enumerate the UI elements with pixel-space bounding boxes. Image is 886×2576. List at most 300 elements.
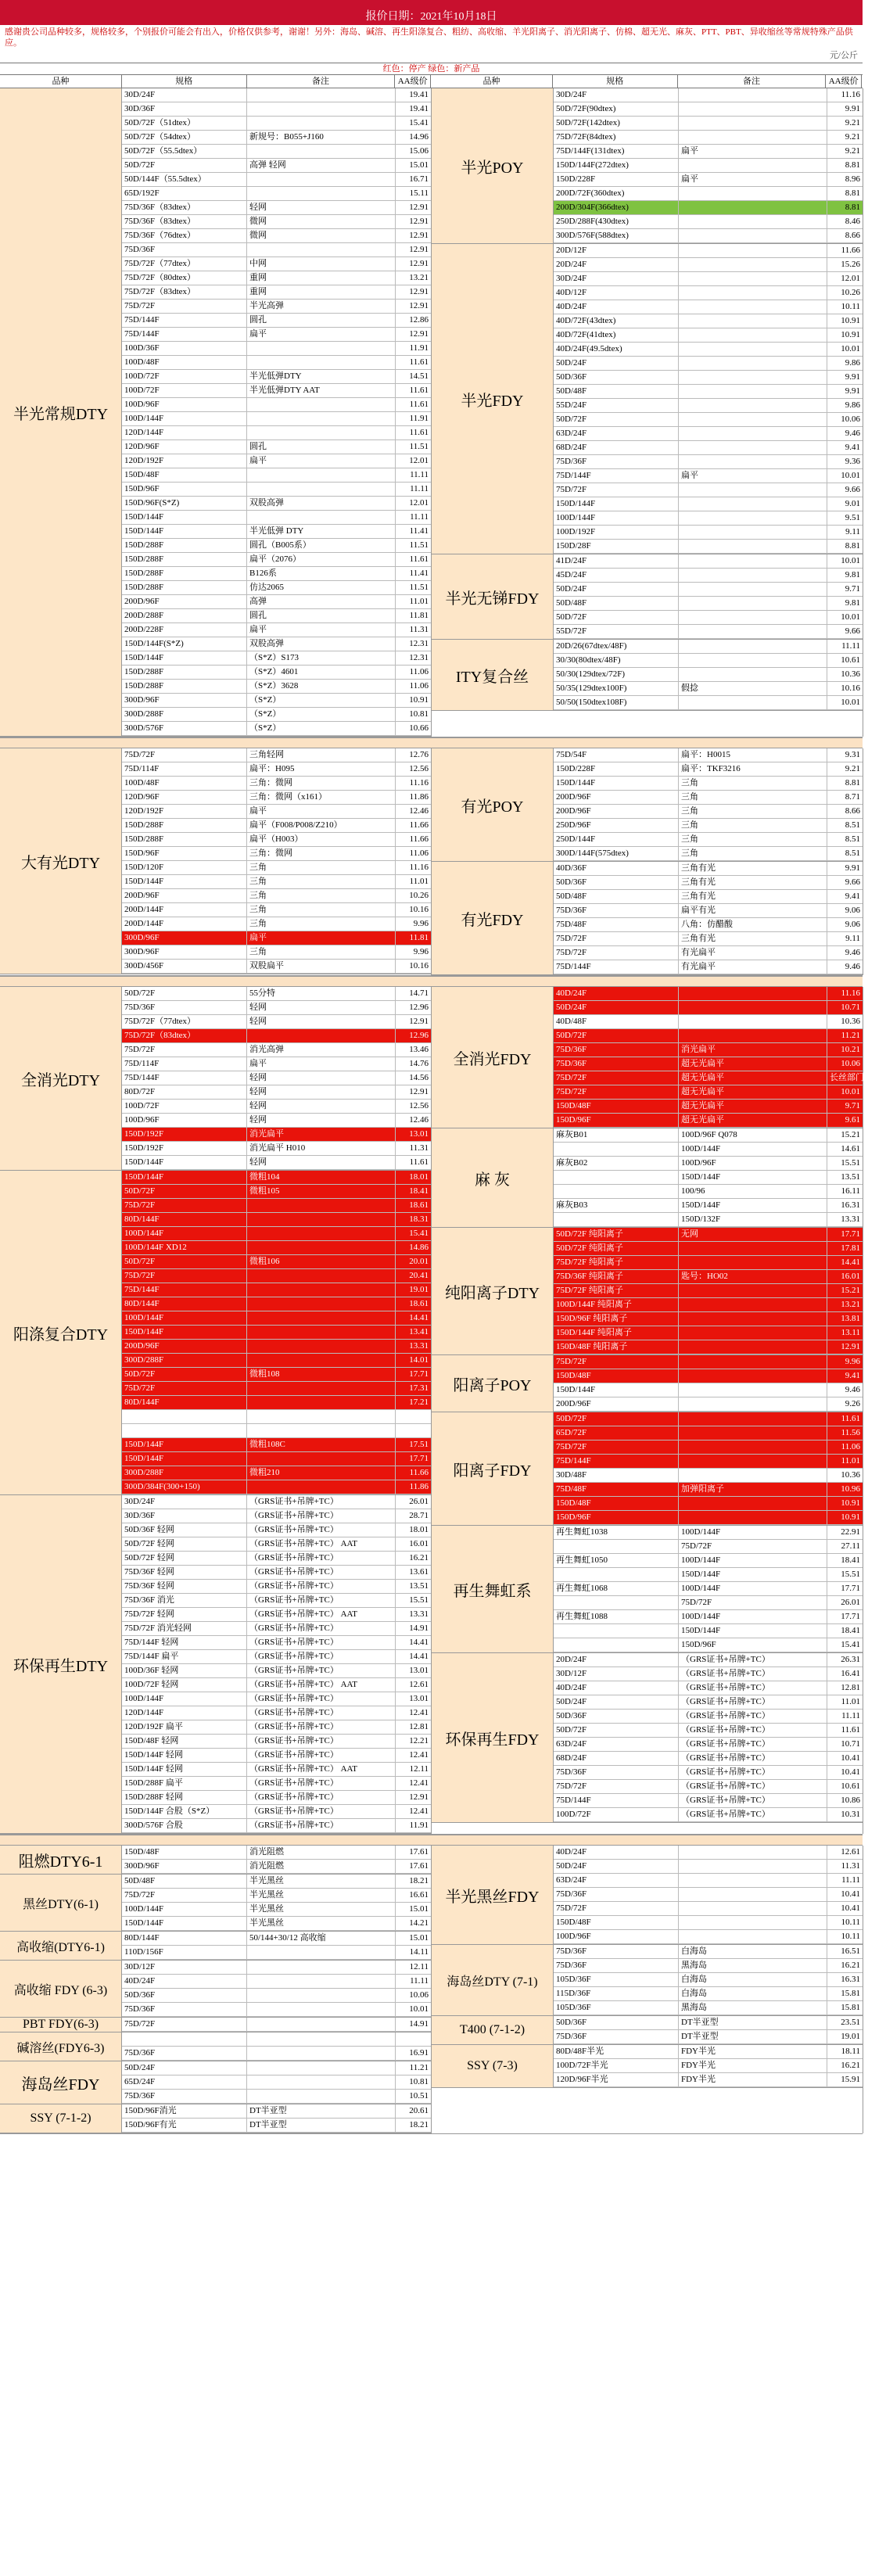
price-cell: 15.21 — [841, 1130, 860, 1139]
spec-cell: 120D/96F — [122, 791, 247, 804]
price-cell: 11.66 — [841, 246, 860, 255]
spec-cell: 63D/24F — [554, 1874, 679, 1887]
price-cell: 10.06 — [409, 1990, 429, 2000]
table-row — [554, 2030, 863, 2044]
spec-cell: 150D/96F消光 — [122, 2104, 247, 2118]
table-row — [122, 356, 431, 370]
spec-cell: 63D/24F — [554, 427, 679, 440]
table-row — [554, 469, 863, 483]
table-row — [554, 1270, 863, 1284]
table-row — [122, 173, 431, 187]
note-cell: 八角：仿醋酸 — [679, 918, 827, 931]
note-cell — [679, 201, 827, 214]
spec-cell: 40D/36F — [554, 862, 679, 875]
price-cell: 10.01 — [841, 556, 860, 565]
table-row — [122, 722, 431, 736]
note-cell: 三角 — [679, 791, 827, 804]
product-group — [432, 640, 863, 711]
note-cell — [247, 1975, 396, 1988]
note-cell — [679, 441, 827, 454]
table-row — [122, 454, 431, 468]
price-cell: 13.01 — [409, 1129, 429, 1139]
spec-cell: 50D/24F — [554, 1695, 679, 1709]
price-cell: 9.51 — [845, 513, 860, 522]
product-name: 纯阳离子DTY — [432, 1228, 554, 1354]
spec-cell: 150D/228F — [554, 173, 679, 186]
price-cell: 11.16 — [841, 90, 860, 99]
note-cell: （GRS证书+吊牌+TC） — [679, 1667, 827, 1681]
table-row — [122, 300, 431, 314]
price-cell: 8.81 — [845, 778, 860, 788]
table-row — [554, 1340, 863, 1354]
spec-cell: 150D/96F有光 — [122, 2119, 247, 2132]
table-row — [122, 651, 431, 666]
table-row — [122, 1283, 431, 1297]
price-cell: 26.01 — [409, 1497, 429, 1506]
price-cell: 16.11 — [841, 1186, 860, 1196]
note-cell: （GRS证书+吊牌+TC） — [679, 1710, 827, 1723]
note-cell: DT半亚型 — [679, 2016, 827, 2029]
note-cell: DT半亚型 — [247, 2104, 396, 2118]
note-cell: 100/96 — [679, 1185, 827, 1198]
table-row — [122, 1480, 431, 1494]
table-row — [554, 805, 863, 819]
note-cell: （S*Z）4601 — [247, 666, 396, 679]
table-row — [554, 1511, 863, 1525]
spec-cell: 50D/36F — [554, 1710, 679, 1723]
price-cell: 16.51 — [841, 1946, 860, 1956]
note-cell — [247, 1297, 396, 1311]
price-cell: 10.51 — [409, 2091, 429, 2101]
note-cell — [247, 88, 396, 102]
table-row — [122, 1819, 431, 1833]
spec-cell: 100D/72F半光 — [554, 2059, 679, 2072]
spec-cell: 41D/24F — [554, 554, 679, 568]
table-row — [122, 1622, 431, 1636]
note-cell: 三角有光 — [679, 890, 827, 903]
table-row — [554, 1001, 863, 1015]
price-cell: 15.51 — [409, 1595, 429, 1605]
spec-cell: 75D/72F — [554, 1085, 679, 1099]
table-row — [122, 1860, 431, 1874]
price-cell: 11.56 — [841, 1428, 860, 1437]
price-cell: 9.06 — [845, 920, 860, 929]
price-cell: 12.91 — [841, 1342, 860, 1351]
note-cell — [679, 1455, 827, 1468]
spec-cell: 75D/36F（83dtex） — [122, 215, 247, 228]
price-cell: 9.96 — [413, 919, 429, 928]
table-row — [554, 1582, 863, 1596]
price-cell: 14.91 — [409, 1623, 429, 1633]
spec-cell: 75D/36F — [122, 2047, 247, 2060]
table-row — [554, 1987, 863, 2001]
table-row — [122, 903, 431, 917]
spec-cell: 75D/144F — [554, 469, 679, 483]
spec-cell: 再生舞虹1038 — [554, 1526, 679, 1539]
spec-cell: 150D/96F — [122, 847, 247, 860]
price-cell: 12.41 — [409, 1750, 429, 1760]
spec-cell: 50D/72F 纯阳离子 — [554, 1242, 679, 1255]
table-row — [122, 1199, 431, 1213]
spec-cell: 150D/144F — [122, 875, 247, 888]
price-cell: 14.11 — [409, 1947, 429, 1957]
price-cell: 11.66 — [409, 1468, 429, 1477]
note-cell: 双股高弹 — [247, 497, 396, 510]
table-row — [554, 201, 863, 215]
spec-cell: 30D/24F — [554, 88, 679, 102]
product-rows — [554, 1412, 863, 1525]
product-rows — [554, 554, 863, 639]
spec-cell: 75D/36F — [122, 1001, 247, 1014]
spec-cell: 50D/72F — [122, 159, 247, 172]
table-row — [554, 1624, 863, 1638]
note-cell: 100D/144F — [679, 1582, 827, 1595]
table-row — [122, 1128, 431, 1142]
table-row — [122, 1114, 431, 1128]
spec-cell: 150D/144F — [554, 777, 679, 790]
table-row — [122, 1382, 431, 1396]
price-cell: 9.46 — [845, 962, 860, 971]
note-cell: 三角：微网 — [247, 777, 396, 790]
spec-cell: 63D/24F — [554, 1738, 679, 1751]
product-rows — [554, 1355, 863, 1412]
table-row — [554, 1780, 863, 1794]
note-cell: 三角 — [247, 889, 396, 902]
spec-cell: 150D/228F — [554, 762, 679, 776]
note-cell: 扁平（H003） — [247, 833, 396, 846]
price-cell: 15.21 — [841, 1286, 860, 1295]
spec-cell: 50/35(129dtex100F) — [554, 682, 679, 695]
spec-cell: 75D/144F — [122, 314, 247, 327]
spec-cell: 120D/192F — [122, 454, 247, 468]
table-row — [122, 861, 431, 875]
product-rows — [554, 1653, 863, 1822]
product-group — [432, 1653, 863, 1823]
spec-cell: 50D/72F — [122, 1185, 247, 1198]
spec-cell: 75D/144F — [554, 1455, 679, 1468]
price-cell: 10.01 — [841, 344, 860, 353]
table-row — [122, 847, 431, 861]
note-cell — [679, 987, 827, 1000]
spec-cell: 150D/96F — [122, 483, 247, 496]
spec-cell: 150D/48F — [122, 1846, 247, 1859]
note-cell — [679, 1312, 827, 1326]
table-row — [554, 1945, 863, 1959]
price-cell: 11.91 — [409, 414, 429, 423]
price-cell: 11.61 — [841, 1725, 860, 1735]
table-row — [122, 2104, 431, 2119]
price-section — [0, 1846, 863, 2134]
table-row — [122, 1368, 431, 1382]
table-row — [122, 1509, 431, 1523]
table-row — [122, 553, 431, 567]
price-column-right — [432, 748, 863, 975]
note-cell — [247, 468, 396, 482]
note-cell: FDY半光 — [679, 2073, 827, 2086]
note-cell — [247, 1340, 396, 1353]
note-cell: 圆孔（B005系） — [247, 539, 396, 552]
note-cell: （S*Z） — [247, 694, 396, 707]
note-cell: （GRS证书+吊牌+TC） — [679, 1653, 827, 1667]
price-cell: 18.41 — [841, 1555, 860, 1565]
price-cell: 12.96 — [409, 1031, 429, 1040]
product-rows — [554, 1526, 863, 1652]
table-row — [122, 1185, 431, 1199]
price-cell: 12.01 — [409, 498, 429, 508]
table-row — [554, 1114, 863, 1128]
table-row — [122, 2003, 431, 2017]
table-row — [554, 1695, 863, 1710]
spec-cell: 30D/24F — [122, 88, 247, 102]
table-row — [122, 1650, 431, 1664]
note-cell: 微粗108 — [247, 1368, 396, 1381]
note-cell — [247, 342, 396, 355]
note-cell: 75D/72F — [679, 1540, 827, 1553]
table-row — [122, 1735, 431, 1749]
spec-cell: 75D/72F 纯阳离子 — [554, 1256, 679, 1269]
price-cell: 18.21 — [409, 2120, 429, 2129]
note-cell — [679, 1426, 827, 1440]
table-row — [554, 762, 863, 777]
product-name: 阻燃DTY6-1 — [0, 1846, 122, 1874]
header-product: 品种 — [0, 75, 122, 88]
product-rows — [122, 1495, 431, 1833]
table-row — [122, 1354, 431, 1368]
note-cell — [679, 229, 827, 242]
note-cell: 扁平：H0015 — [679, 748, 827, 762]
price-cell: 9.96 — [845, 1357, 860, 1366]
note-cell: （GRS证书+吊牌+TC） — [247, 1805, 396, 1818]
spec-cell: 30D/12F — [122, 1961, 247, 1974]
product-group — [432, 244, 863, 554]
spec-cell: 150D/144F(272dtex) — [554, 159, 679, 172]
spec-cell: 150D/288F — [122, 666, 247, 679]
price-cell: 16.41 — [841, 1669, 860, 1678]
price-cell: 9.41 — [845, 892, 860, 901]
table-row — [554, 1199, 863, 1213]
spec-cell: 40D/24F(49.5dtex) — [554, 343, 679, 356]
price-cell: 16.31 — [841, 1200, 860, 1210]
note-cell — [247, 117, 396, 130]
note-cell — [247, 1283, 396, 1297]
note-cell: 扁平：H095 — [247, 762, 396, 776]
table-row — [122, 595, 431, 609]
table-row — [554, 117, 863, 131]
price-cell: 11.61 — [409, 554, 429, 564]
spec-cell: 50D/72F(142dtex) — [554, 117, 679, 130]
price-cell: 11.11 — [410, 470, 429, 479]
company-bar — [0, 0, 863, 9]
spec-cell: 150D/288F 轻网 — [122, 1791, 247, 1804]
note-cell — [247, 1424, 396, 1437]
table-row — [122, 426, 431, 440]
table-row — [122, 1326, 431, 1340]
quote-date: 报价日期：2021年10月18日 — [0, 9, 863, 25]
spec-cell: 100D/96F — [554, 1930, 679, 1943]
price-cell: 12.91 — [409, 287, 429, 296]
price-cell: 12.41 — [409, 1708, 429, 1717]
spec-cell: 115D/36F — [554, 1987, 679, 2000]
table-row — [554, 102, 863, 117]
table-row — [122, 1608, 431, 1622]
table-row — [554, 1383, 863, 1397]
product-group — [0, 1932, 431, 1961]
table-row — [122, 1029, 431, 1043]
note-cell — [247, 412, 396, 425]
spec-cell: 75D/72F 消光轻网 — [122, 1622, 247, 1635]
price-cell: 14.41 — [409, 1313, 429, 1322]
note-cell — [679, 385, 827, 398]
spec-cell: 50D/48F — [554, 385, 679, 398]
note-cell — [247, 1452, 396, 1466]
spec-cell: 150D/288F — [122, 680, 247, 693]
price-cell: 8.81 — [845, 541, 860, 551]
table-row — [554, 2016, 863, 2030]
price-cell: 9.21 — [845, 132, 860, 142]
spec-cell: 100D/144F — [122, 1311, 247, 1325]
price-cell: 12.91 — [409, 231, 429, 240]
table-row — [554, 625, 863, 639]
price-cell: 10.31 — [841, 1810, 860, 1819]
note-cell — [679, 668, 827, 681]
note-cell — [679, 371, 827, 384]
note-cell: 100D/144F — [679, 1554, 827, 1567]
note-cell: 微网 — [247, 229, 396, 242]
product-group — [0, 1961, 431, 2018]
spec-cell: 300D/144F(575dtex) — [554, 847, 679, 860]
spec-cell: 30D/12F — [554, 1667, 679, 1681]
spec-cell: 300D/288F — [122, 708, 247, 721]
spec-cell: 30D/24F — [122, 1495, 247, 1509]
table-row — [554, 1916, 863, 1930]
table-row — [554, 640, 863, 654]
spec-cell: 40D/72F(41dtex) — [554, 328, 679, 342]
table-row — [554, 258, 863, 272]
note-cell — [679, 1029, 827, 1042]
price-cell: 9.66 — [845, 626, 860, 636]
price-cell: 13.51 — [409, 1581, 429, 1591]
table-row — [554, 1157, 863, 1171]
note-cell — [679, 300, 827, 314]
spec-cell: 75D/72F 纯阳离子 — [554, 1284, 679, 1297]
table-row — [554, 904, 863, 918]
table-row — [554, 1596, 863, 1610]
note-cell: 扁平 — [247, 1057, 396, 1071]
spec-cell: 300D/288F — [122, 1354, 247, 1367]
table-row — [554, 1483, 863, 1497]
spec-cell: 75D/72F — [122, 1043, 247, 1057]
spec-cell: 200D/96F — [122, 889, 247, 902]
note-cell: （GRS证书+吊牌+TC） — [247, 1777, 396, 1790]
price-cell: 14.41 — [409, 1638, 429, 1647]
price-cell: 13.01 — [409, 1666, 429, 1675]
price-cell: 16.21 — [409, 1553, 429, 1562]
price-cell: 14.91 — [409, 2019, 429, 2029]
price-cell: 9.41 — [845, 1371, 860, 1380]
price-cell: 11.16 — [409, 778, 429, 788]
spec-cell: 75D/72F — [554, 483, 679, 497]
price-cell: 14.71 — [409, 988, 429, 998]
table-row — [122, 1720, 431, 1735]
price-cell: 19.01 — [409, 1285, 429, 1294]
spec-cell: 75D/36F 轻网 — [122, 1566, 247, 1579]
spec-cell: 150D/144F — [122, 1917, 247, 1930]
spec-cell: 200D/96F — [122, 595, 247, 608]
spec-cell: 75D/144F 轻网 — [122, 1636, 247, 1649]
note-cell — [247, 2032, 396, 2046]
note-cell — [679, 286, 827, 300]
price-cell: 10.01 — [841, 698, 860, 707]
spec-cell: 68D/24F — [554, 1752, 679, 1765]
table-row — [554, 1667, 863, 1681]
spec-cell: 75D/72F — [122, 748, 247, 762]
price-cell: 15.91 — [841, 2075, 860, 2084]
spec-cell: 80D/144F — [122, 1396, 247, 1409]
product-group — [432, 1526, 863, 1653]
table-row — [554, 131, 863, 145]
table-row — [122, 819, 431, 833]
spec-cell: 150D/48F 纯阳离子 — [554, 1340, 679, 1354]
table-row — [554, 833, 863, 847]
price-cell: 18.61 — [409, 1200, 429, 1210]
spec-cell: 150D/144F — [122, 511, 247, 524]
price-cell: 11.11 — [841, 1711, 860, 1720]
spec-cell: 50D/72F — [554, 1412, 679, 1426]
spec-cell — [122, 1410, 247, 1423]
table-row — [554, 1738, 863, 1752]
spec-cell: 75D/36F — [122, 2003, 247, 2016]
note-cell — [679, 540, 827, 553]
table-row — [122, 1424, 431, 1438]
table-row — [554, 918, 863, 932]
table-row — [554, 1085, 863, 1100]
price-cell: 20.41 — [409, 1271, 429, 1280]
note-cell — [679, 611, 827, 624]
table-row — [554, 1256, 863, 1270]
table-row — [554, 272, 863, 286]
table-row — [554, 654, 863, 668]
note-cell: 黑海岛 — [679, 2001, 827, 2015]
note-cell: （GRS证书+吊牌+TC） — [679, 1794, 827, 1807]
spec-cell: 100D/144F XD12 — [122, 1241, 247, 1254]
product-name: 碱溶丝(FDY6-3) — [0, 2032, 122, 2061]
note-cell: （GRS证书+吊牌+TC） AAT — [247, 1763, 396, 1776]
table-row — [122, 1989, 431, 2003]
note-cell: 轻网 — [247, 1071, 396, 1085]
price-cell: 10.01 — [841, 471, 860, 480]
table-row — [122, 1171, 431, 1185]
table-row — [122, 2047, 431, 2061]
spec-cell: 150D/48F — [122, 468, 247, 482]
price-cell: 8.66 — [845, 806, 860, 816]
price-cell: 14.56 — [409, 1073, 429, 1082]
price-cell: 18.41 — [409, 1186, 429, 1196]
note-cell: 半光低弹DTY AAT — [247, 384, 396, 397]
price-cell: 12.91 — [409, 203, 429, 212]
price-cell: 11.61 — [409, 428, 429, 437]
price-cell: 9.66 — [845, 877, 860, 887]
price-cell: 18.21 — [409, 1876, 429, 1885]
note-cell: （GRS证书+吊牌+TC） — [247, 1791, 396, 1804]
table-row — [554, 748, 863, 762]
price-cell: 9.86 — [845, 400, 860, 410]
note-cell: 三角 — [247, 875, 396, 888]
table-row — [122, 88, 431, 102]
product-rows — [122, 1961, 431, 2017]
table-row — [122, 398, 431, 412]
price-cell: 11.41 — [409, 526, 429, 536]
note-cell: 有光扁平 — [679, 960, 827, 974]
